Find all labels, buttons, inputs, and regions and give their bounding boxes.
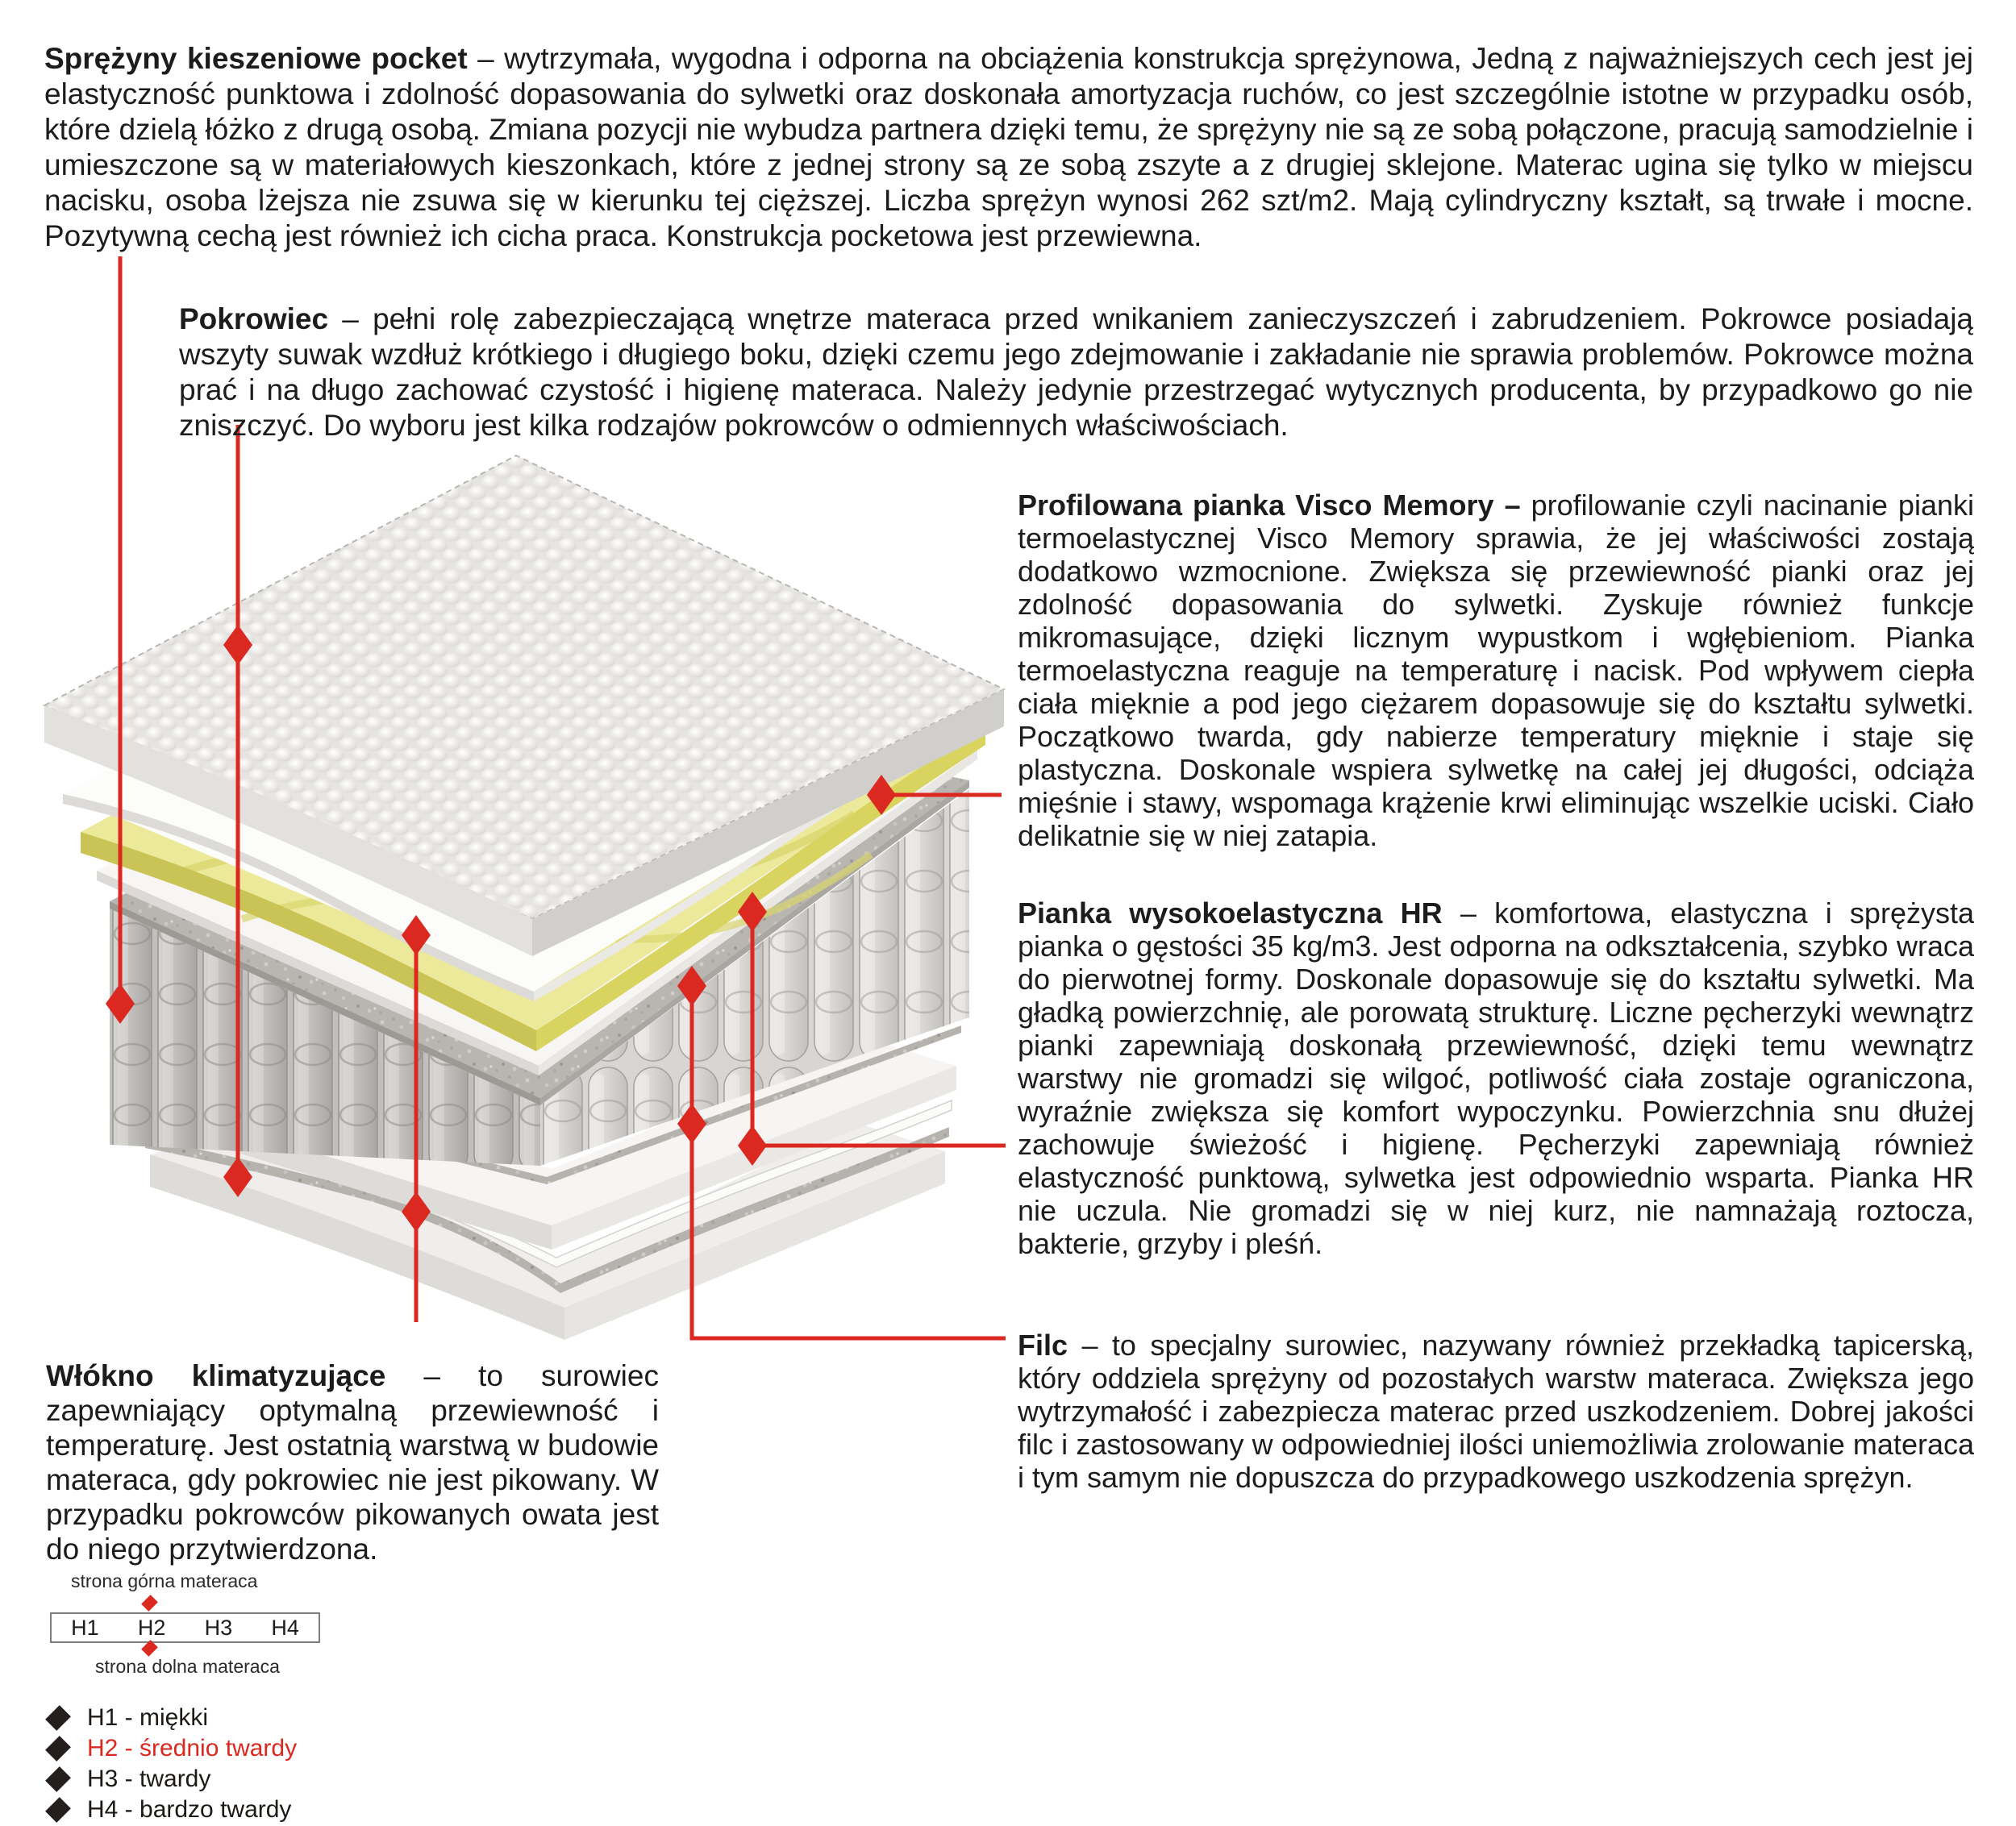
diamond-icon (45, 1736, 71, 1762)
fiber-text: – to surowiec zapewniający optymalną przewiewność i temperaturę. Jest ostatnią warstwą w budowie materaca, gdy pokrowiec nie jest pikowany. W przypadku pokrowców pikowanych owata jest do niego przytwierdzona. (46, 1359, 659, 1566)
hardness-scale-box (50, 1612, 320, 1643)
visco-heading: Profilowana pianka Visco Memory – (1018, 489, 1531, 522)
legend-label-h2: H2 - średnio twardy (87, 1735, 298, 1762)
hardness-level-h4: H4 (271, 1615, 299, 1640)
hr-paragraph (1018, 896, 1974, 1260)
legend-item-h4 (48, 1795, 297, 1825)
legend-item-h3 (48, 1764, 297, 1795)
hr-heading: Pianka wysokoelastyczna HR (1018, 896, 1443, 930)
felt-text: – to specjalny surowiec, nazywany również przekładką tapicerską, który oddziela sprężyny od pozostałych warstw materaca. Zwiększa jego wytrzymałość i zabezpiecza materac przed uszkodzeniem. Dobrej jakości filc i zastosowany w odpowiedniej ilości uniemożliwia zrolowanie materaca i tym samym nie dopuszcza do przypadkowego uszkodzenia sprężyn. (1018, 1329, 1974, 1494)
legend-item-h1 (48, 1703, 297, 1733)
cover-heading: Pokrowiec (179, 302, 329, 335)
diamond-icon (45, 1766, 71, 1792)
springs-paragraph (44, 41, 1973, 254)
springs-heading: Sprężyny kieszeniowe pocket (44, 42, 468, 75)
felt-paragraph (1018, 1329, 1974, 1494)
fiber-heading: Włókno klimatyzujące (46, 1359, 386, 1392)
fiber-paragraph (46, 1358, 659, 1566)
felt-heading: Filc (1018, 1329, 1068, 1362)
legend-label-h3: H3 - twardy (87, 1766, 211, 1792)
hardness-level-h3: H3 (204, 1615, 233, 1640)
legend-item-h2 (48, 1733, 297, 1764)
cover-text: – pełni rolę zabezpieczającą wnętrze materaca przed wnikaniem zanieczyszczeń i zabrudzeniem. Pokrowce posiadają wszyty suwak wzdłuż krótkiego i długiego boku, dzięki czemu jego zdejmowanie i zakładanie nie sprawia problemów. Pokrowce można prać i na długo zachować czystość i higienę materaca. Należy jedynie przestrzegać wytycznych producenta, by przypadkowo go nie zniszczyć. Do wyboru jest kilka rodzajów pokrowców o odmiennych właściwościach. (179, 302, 1973, 442)
hardness-legend (48, 1703, 297, 1825)
cover-paragraph (179, 302, 1973, 443)
visco-paragraph (1018, 489, 1974, 852)
hardness-level-h2: H2 (137, 1615, 166, 1640)
legend-label-h4: H4 - bardzo twardy (87, 1796, 292, 1823)
diamond-icon (45, 1705, 71, 1731)
legend-label-h1: H1 - miękki (87, 1704, 209, 1731)
diamond-icon (45, 1797, 71, 1823)
mattress-bottom-side-label: strona dolna materaca (95, 1656, 280, 1677)
mattress-top-side-label: strona górna materaca (71, 1570, 258, 1591)
visco-text: profilowanie czyli nacinanie pianki termoelastycznej Visco Memory sprawia, że jej właściwości zostają dodatkowo wzmocnione. Zwiększa się przewiewność pianki oraz jej zdolność dopasowania do sylwetki. Zyskuje również funkcje mikromasujące, dzięki licznym wypustkom i wgłębieniom. Pianka termoelastyczna reaguje na temperaturę i nacisk. Pod wpływem ciepła ciała mięknie a pod jego ciężarem dopasowuje się do kształtu sylwetki. Początkowo twarda, gdy nabierze temperatury mięknie i staje się plastyczna. Doskonale wspiera sylwetkę na całej jej długości, odciąża mięśnie i stawy, wspomaga krążenie krwi eliminując wszelkie uciski. Ciało delikatnie się w niej zatapia. (1018, 489, 1974, 852)
hardness-level-h1: H1 (71, 1615, 99, 1640)
springs-text: – wytrzymała, wygodna i odporna na obciążenia konstrukcja sprężynowa, Jedną z najważniejszych cech jest jej elastyczność punktowa i zdolność dopasowania do sylwetki oraz doskonała amortyzacja ruchów, co jest szczególnie istotne w przypadku osób, które dzielą łóżko z drugą osobą. Zmiana pozycji nie wybudza partnera dzięki temu, że sprężyny nie są ze sobą połączone, pracują samodzielnie i umieszczone są w materiałowych kieszonkach, które z jednej strony są ze sobą zszyte a z drugiej sklejone. Materac ugina się tylko w miejscu nacisku, osoba lżejsza nie zsuwa się w kierunku tej cięższej. Liczba sprężyn wynosi 262 szt/m2. Mają cylindryczny kształt, są trwałe i mocne. Pozytywną cechą jest również ich cicha praca. Konstrukcja pocketowa jest przewiewna. (44, 42, 1973, 252)
hr-text: – komfortowa, elastyczna i sprężysta pianka o gęstości 35 kg/m3. Jest odporna na odkształcenia, szybko wraca do pierwotnej formy. Doskonale dopasowuje się do kształtu sylwetki. Ma gładką powierzchnię, ale porowatą strukturę. Liczne pęcherzyki wewnątrz pianki zapewniają doskonałą przewiewność, dzięki temu wewnątrz warstwy nie gromadzi się wilgoć, potliwość ciała zostaje ograniczona, wyraźnie zwiększa się komfort wypoczynku. Powierzchnia snu dłużej zachowuje świeżość i higienę. Pęcherzyki zapewniają również elastyczność punktową, sylwetka jest odpowiednio wsparta. Pianka HR nie uczula. Nie gromadzi się w niej kurz, nie namnażają roztocza, bakterie, grzyby i pleśń. (1018, 896, 1974, 1260)
